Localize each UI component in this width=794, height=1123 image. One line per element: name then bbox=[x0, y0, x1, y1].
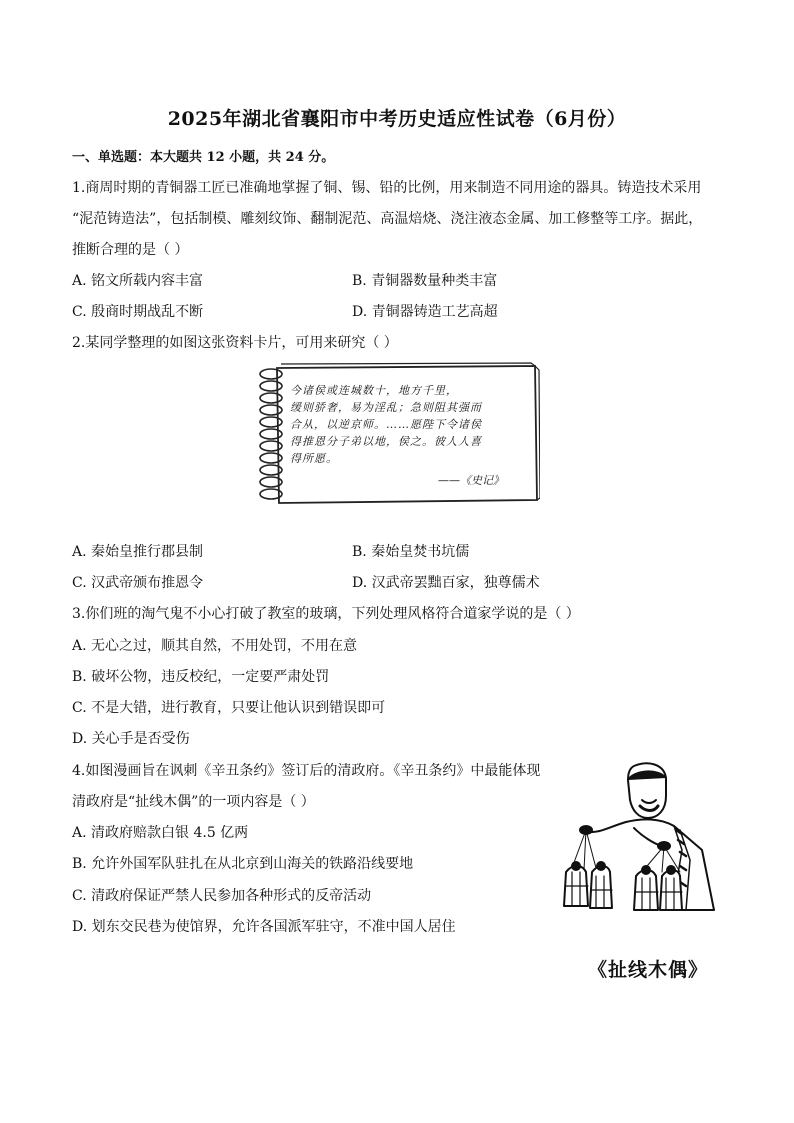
q2-card-line-1: 今诸侯或连城数十，地方千里， bbox=[290, 384, 458, 397]
q1-line-2: “泥范铸造法”，包括制模、雕刻纹饰、翻制泥范、高温焙烧、浇注液态金属、加工修整等工序。据此， bbox=[72, 211, 703, 227]
q1-option-c: C. 殷商时期战乱不断 bbox=[72, 304, 204, 320]
q2-option-c: C. 汉武帝颁布推恩令 bbox=[72, 575, 204, 591]
puppeteer-cartoon bbox=[562, 760, 722, 950]
page-title: 2025年湖北省襄阳市中考历史适应性试卷（6月份） bbox=[167, 108, 627, 130]
q2-card-line-3: 合从，以逆京师。……愿陛下令诸侯 bbox=[290, 418, 482, 431]
q3-option-d: D. 关心手是否受伤 bbox=[72, 731, 190, 747]
q2-option-a: A. 秦始皇推行郡县制 bbox=[72, 544, 204, 560]
q1-line-1: 1.商周时期的青铜器工匠已准确地掌握了铜、锡、铅的比例，用来制造不同用途的器具。铸造技术采用 bbox=[72, 180, 702, 196]
q4-option-d: D. 划东交民巷为使馆界，允许各国派军驻守，不准中国人居住 bbox=[72, 919, 456, 935]
q4-option-a: A. 清政府赔款白银 4.5 亿两 bbox=[72, 825, 249, 841]
q2-option-d: D. 汉武帝罢黜百家，独尊儒术 bbox=[352, 575, 540, 591]
q2-card-line-4: 得推恩分子弟以地，侯之。彼人人喜 bbox=[290, 435, 482, 448]
q2-card-line-2: 缓则骄奢，易为淫乱；急则阻其强而 bbox=[290, 401, 482, 414]
q3-stem: 3.你们班的淘气鬼不小心打破了教室的玻璃，下列处理风格符合道家学说的是（ ） bbox=[72, 606, 580, 622]
q4-option-c: C. 清政府保证严禁人民参加各种形式的反帝活动 bbox=[72, 888, 372, 904]
q1-line-3: 推断合理的是（ ） bbox=[72, 242, 189, 258]
q3-option-c: C. 不是大错，进行教育，只要让他认识到错误即可 bbox=[72, 700, 386, 716]
q1-option-d: D. 青铜器铸造工艺高超 bbox=[352, 304, 498, 320]
q2-option-b: B. 秦始皇焚书坑儒 bbox=[352, 544, 470, 560]
section-heading: 一、单选题：本大题共 12 小题，共 24 分。 bbox=[72, 150, 335, 165]
q2-card-source: ——《史记》 bbox=[438, 474, 504, 487]
q1-option-b: B. 青铜器数量种类丰富 bbox=[352, 273, 498, 289]
cartoon-caption: 《扯线木偶》 bbox=[588, 959, 709, 981]
q4-line-1: 4.如图漫画旨在讽刺《辛丑条约》签订后的清政府。《辛丑条约》中最能体现 bbox=[72, 763, 541, 779]
q3-option-a: A. 无心之过，顺其自然，不用处罚，不用在意 bbox=[72, 638, 358, 654]
q4-option-b: B. 允许外国军队驻扎在从北京到山海关的铁路沿线要地 bbox=[72, 856, 414, 872]
q3-option-b: B. 破坏公物，违反校纪，一定要严肃处罚 bbox=[72, 669, 330, 685]
q4-line-2: 清政府是“扯线木偶”的一项内容是（ ） bbox=[72, 794, 315, 810]
q2-card-line-5: 得所愿。 bbox=[290, 452, 338, 465]
q2-stem: 2.某同学整理的如图这张资料卡片，可用来研究（ ） bbox=[72, 335, 398, 351]
q1-option-a: A. 铭文所载内容丰富 bbox=[72, 273, 204, 289]
